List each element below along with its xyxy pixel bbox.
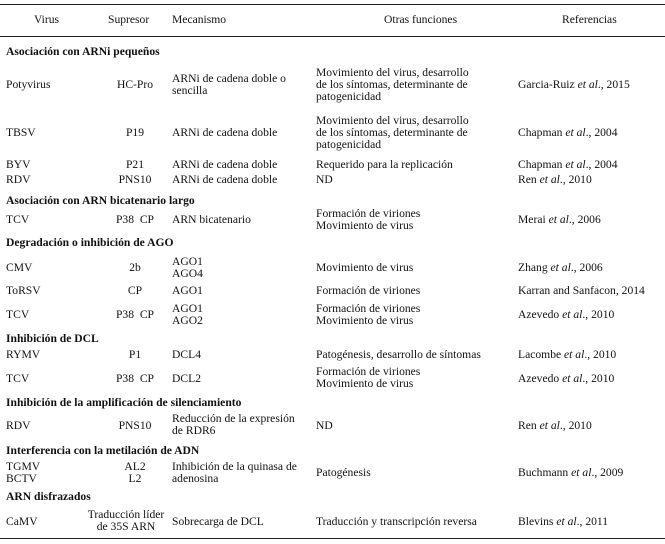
cell-referencia: Chapman et al., 2004	[518, 158, 618, 171]
cell-otras: Movimiento de virus	[316, 261, 414, 274]
section-title: Asociación con ARN bicatenario largo	[6, 194, 195, 207]
cell-referencia: Buchmann et al., 2009	[518, 466, 624, 479]
header-rule	[0, 36, 665, 37]
cell-virus: TCV	[6, 372, 30, 385]
cell-supresor: P38 CP	[115, 308, 155, 321]
cell-otras: Traducción y transcripción reversa	[316, 515, 477, 528]
cell-supresor: CP	[127, 284, 143, 297]
cell-supresor: HC-Pro	[116, 78, 154, 91]
cell-referencia: Zhang et al., 2006	[518, 261, 603, 274]
cell-mecanismo: ARNi de cadena doble	[172, 126, 278, 139]
cell-referencia: Azevedo et al., 2010	[518, 308, 615, 321]
cell-virus: CaMV	[6, 515, 38, 528]
cell-referencia: Ren et al., 2010	[518, 419, 592, 432]
cell-supresor: AL2 L2	[124, 460, 146, 486]
cell-otras: Formación de viriones Movimiento de virus	[316, 207, 421, 233]
cell-virus: RYMV	[6, 348, 41, 361]
cell-referencia: Ren et al., 2010	[518, 173, 592, 186]
cell-supresor: P1	[128, 348, 142, 361]
cell-referencia: Lacombe et al., 2010	[518, 348, 617, 361]
section-title: Degradación o inhibición de AGO	[6, 236, 174, 249]
cell-supresor: PNS10	[118, 173, 152, 186]
cell-otras: Formación de viriones	[316, 284, 421, 297]
cell-supresor: P38 CP	[115, 213, 155, 226]
bottom-rule	[0, 538, 665, 539]
section-title: Inhibición de la amplificación de silenciamiento	[6, 396, 242, 409]
cell-otras: Formación de viriones Movimiento de virus	[316, 365, 421, 391]
cell-virus: TCV	[6, 308, 30, 321]
cell-otras: Movimiento del virus, desarrollo de los síntomas, determinante de patogenicidad	[316, 66, 469, 104]
top-rule	[0, 4, 665, 5]
cell-referencia: Merai et al., 2006	[518, 213, 601, 226]
cell-mecanismo: Inhibición de la quinasa de adenosina	[172, 460, 297, 486]
cell-referencia: Chapman et al., 2004	[518, 126, 618, 139]
cell-otras: Patogénesis, desarrollo de síntomas	[316, 348, 481, 361]
cell-otras: Patogénesis	[316, 466, 371, 479]
cell-referencia: Blevins et al., 2011	[518, 515, 609, 528]
header-referencias: Referencias	[562, 13, 617, 26]
header-otras-funciones: Otras funciones	[384, 13, 458, 26]
section-title: Asociación con ARNi pequeños	[6, 45, 160, 58]
cell-supresor: P38 CP	[115, 372, 155, 385]
cell-virus: TGMV BCTV	[6, 460, 41, 486]
cell-otras: Requerido para la replicación	[316, 158, 453, 171]
cell-referencia: Azevedo et al., 2010	[518, 372, 615, 385]
cell-virus: RDV	[6, 419, 31, 432]
section-title: Interferencia con la metilación de ADN	[6, 444, 200, 457]
cell-virus: TBSV	[6, 126, 36, 139]
cell-otras: ND	[316, 419, 333, 432]
cell-mecanismo: AGO1 AGO2	[172, 302, 203, 328]
cell-referencia: Garcia-Ruiz et al., 2015	[518, 78, 630, 91]
cell-supresor: P19	[125, 126, 145, 139]
header-virus: Virus	[34, 13, 60, 26]
cell-virus: BYV	[6, 158, 31, 171]
cell-mecanismo: ARNi de cadena doble	[172, 173, 278, 186]
section-title: ARN disfrazados	[6, 490, 91, 503]
cell-otras: Formación de viriones Movimiento de virus	[316, 302, 421, 328]
header-supresor: Supresor	[108, 13, 150, 26]
cell-mecanismo: ARNi de cadena doble	[172, 158, 278, 171]
section-title: Inhibición de DCL	[6, 332, 99, 345]
cell-referencia: Karran and Sanfacon, 2014	[518, 284, 645, 297]
cell-mecanismo: ARNi de cadena doble o sencilla	[172, 72, 286, 98]
cell-otras: ND	[316, 173, 333, 186]
cell-supresor: 2b	[129, 261, 141, 274]
cell-virus: Potyvirus	[6, 78, 51, 91]
cell-mecanismo: DCL4	[172, 348, 201, 361]
cell-mecanismo: AGO1	[172, 284, 203, 297]
cell-virus: RDV	[6, 173, 31, 186]
cell-virus: CMV	[6, 261, 33, 274]
cell-mecanismo: DCL2	[172, 372, 201, 385]
cell-supresor: P21	[125, 158, 145, 171]
cell-mecanismo: Sobrecarga de DCL	[172, 515, 264, 528]
cell-otras: Movimiento del virus, desarrollo de los síntomas, determinante de patogenicidad	[316, 114, 469, 152]
cell-virus: ToRSV	[6, 284, 41, 297]
cell-supresor: PNS10	[118, 419, 152, 432]
cell-mecanismo: ARN bicatenario	[172, 213, 251, 226]
header-mecanismo: Mecanismo	[172, 13, 227, 26]
cell-supresor: Traducción líder de 35S ARN	[87, 508, 165, 534]
cell-mecanismo: Reducción de la expresión de RDR6	[172, 412, 295, 438]
cell-mecanismo: AGO1 AGO4	[172, 255, 203, 281]
cell-virus: TCV	[6, 213, 30, 226]
